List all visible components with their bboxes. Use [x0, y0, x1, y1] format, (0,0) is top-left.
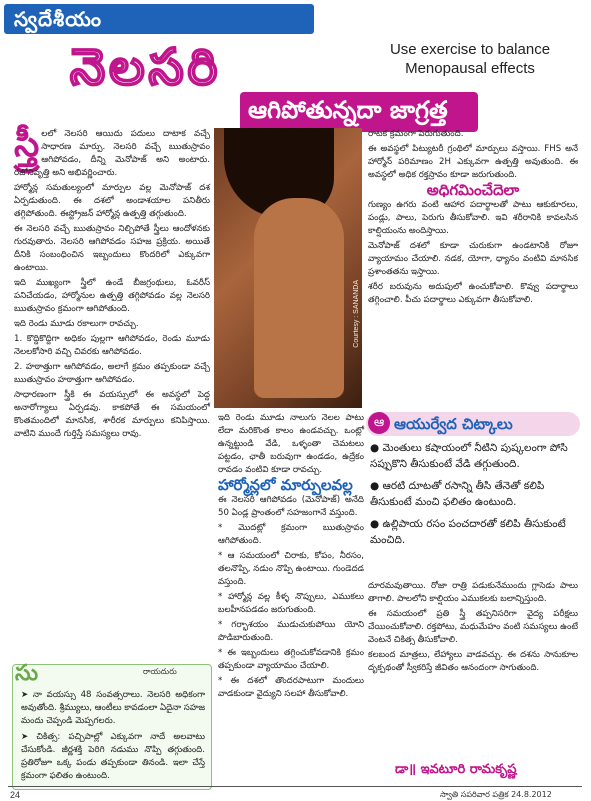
article-column-3: [368, 128, 578, 309]
paragraph: ఇది రెండు మూడు రకాలుగా రావచ్చు.: [14, 319, 139, 329]
article-column-1: [14, 124, 210, 443]
paragraph: శరీర బరువును అదుపులో ఉంచుకోవాలి. కొవ్వు పదార్థాలు తగ్గించాలి. పీచు పదార్థాలు ఎక్కువగా తీసుకోవాలి.: [368, 282, 578, 305]
paragraph: ఈ అవస్థలో పిట్యుటరీ గ్రంథిలో మార్పులు వస్తాయి. FHS అనే హార్మోన్ పరిమాణం 2H ఎక్కువగా ఉత్పత్తి అవుతుంది. ఈ అవస్థలో అధిక రక్తస్రావం కూడా జరుగుతుంది.: [368, 144, 578, 180]
tip-answer: ➤ చికిత్స: పచ్చిపాల్లో ఎక్కువగా నాదే అలవాటు చేసుకోండి. జీర్ణశక్తి పెరిగి నడుము నొప్పి తగ్గుతుంది. ప్రతిరోజూ ఒక్క పండు తప్పకుండా తినండి. ఇలా చేస్తే క్రమంగా ఫలితం ఉంటుంది.: [21, 732, 205, 781]
subheading: హార్మోన్లలో మార్పులవల్ల: [218, 476, 353, 494]
paragraph: మెనోపాజ్ దశలో కూడా చురుకుగా ఉండటానికి రోజూ వ్యాయామం చేయాలి. నడక, యోగా, ధ్యానం వంటివి మానసిక ప్రశాంతతను ఇస్తాయి.: [368, 241, 578, 277]
tip-body: [21, 689, 205, 783]
footer-divider: [8, 786, 582, 787]
english-caption: Use exercise to balance Menopausal effects: [389, 41, 551, 77]
magazine-footer: స్వాతి సపరివార పత్రిక 24.8.2012: [440, 790, 552, 799]
paragraph: ఈ నెలసరి వచ్చే ఋతుస్రావం నిల్చిపోతే స్త్రీలు ఆందోళనకు గురవుతారు. నెలసరి ఆగిపోవడం సహజ ప్రక్రియ. అయితే దీనికి సంబంధించిన ఇబ్బందులు కొందరిలో ఎక్కువగా ఉంటాయి.: [14, 224, 210, 273]
list-item: * ఈ ఇబ్బందులు తగ్గించుకోవడానికి క్రమం తప్పకుండా వ్యాయామం చేయాలి.: [218, 648, 364, 671]
paragraph: గుణ్యం ఉగరు వంటి ఆహార పదార్థాలతో పాటు ఆకుకూరలు, పండ్లు, పాలు, పెరుగు తీసుకోవాలి. ఇవి శరీరానికి కావలసిన కాల్షియంను అందిస్తాయి.: [368, 200, 578, 236]
drop-cap: స్త్రీ: [14, 124, 40, 165]
paragraph: రాటక క్రమంగా పెరుగుతుంది.: [368, 129, 464, 139]
headline-sub: ఆగిపోతున్నదా జాగ్రత్త: [248, 96, 448, 124]
page-number: 24: [10, 790, 21, 800]
paragraph: లలో నెలసరి ఆయిదు పదులు దాటాక వచ్చే సాధారణ మార్పు. నెలసరి వచ్చే ఋతుస్రావం ఆగిపోవడం, దీన్ని మెనోపాజ్ అని అంటారు. రజోనివృత్తి అని అభివర్ణించారు.: [14, 129, 210, 178]
reader-tip-box: [12, 661, 212, 790]
tip-question: ➤ నా వయస్సు 48 సంవత్సరాలు. నెలసరి అధికంగా అవుతోంది. శ్రీమ్యులు, ఆంటీలు కావడంలా ఏదైనా సహజ మందు చెప్పండి మెప్పగలరు.: [21, 690, 205, 726]
photo-body-shape: [254, 198, 344, 398]
subheading: అధిగమించేదెలా: [426, 181, 520, 199]
ayurveda-heading-bar: [366, 412, 580, 436]
list-item: 2. హఠాత్తుగా ఆగిపోవడం, అలాగే క్రమం తప్పకుండా వచ్చే ఋతుస్రావం హఠాత్తుగా ఆగిపోవడం.: [14, 362, 210, 385]
paragraph: ఈ నెలసరి ఆగిపోవడం (మెనోపాజ్) అనేది 50 ఏండ్ల ప్రాంతంలో సహజంగానే వస్తుంది.: [218, 495, 364, 518]
photo-credit: Courtesy : SANANDA: [353, 280, 360, 348]
article-photo: [214, 128, 362, 408]
tip-author: రాయదురు: [143, 667, 177, 676]
article-column-4: [368, 580, 578, 677]
paragraph: సాధారణంగా స్త్రీకి ఈ వయస్సులో ఈ అవస్థలో పెద్ద అనారోగ్యాలు ఏర్పడవు. కాకపోతే ఈ సమయంలో కొంతమందిలో మానసిక, శారీరక మార్పులు కనిపిస్తాయి. వాటిని ముందే గుర్తిస్తే సమస్యలు రావు.: [14, 390, 210, 439]
paragraph: ఇది రెండు మూడు నాలుగు నెలల పాటు లేదా మరికొంత కాలం ఉండవచ్చు. ఒంట్లో ఉన్నట్టుండి వేడి, ఒళ్ళంతా చెమటలు పట్టడం, ఛాతీ బరువుగా ఉండడం, ఉద్రేకం రావడం వంటివి కూడా రావచ్చు.: [218, 413, 364, 475]
list-item: * హార్మోన్ల వల్ల కీళ్ళ నొప్పులు, ఎముకలు బలహీనపడడం జరుగుతుంది.: [218, 592, 364, 615]
tip-item: ● మెంతులు కషాయంలో నీటిని పుష్కలంగా పోసి సప్పుకొని తీసుకుంటే వేడి తగ్గుతుంది.: [370, 442, 568, 470]
list-item: * గర్భాశయం ముడుచుకుపోయి యోని పొడిబారుతుంది.: [218, 620, 364, 643]
section-title: స్వదేశీయం: [14, 7, 102, 31]
list-item: * మొదట్లో క్రమంగా ఋతుస్రావం ఆగిపోతుంది.: [218, 523, 364, 546]
ayurveda-tips: [370, 440, 576, 554]
list-item: * ఈ దశలో తొందరపాటుగా మందులు వాడకుండా వైద్యుని సలహా తీసుకోవాలి.: [218, 676, 364, 699]
paragraph: దూరమవుతాయి. రోజా రాత్రి పడుకునేముందు గ్లాసెడు పాలు తాగాలి. పాలలోని కాల్షియం ఎముకలకు బలాన్నిస్తుంది.: [368, 581, 578, 604]
article-column-2: [218, 412, 364, 703]
paragraph: ఇది ముఖ్యంగా స్త్రీలో ఉండే బీజగ్రంథులు, ఓవరీస్ పనిచేయడం, హార్మోనుల ఉత్పత్తి తగ్గిపోవడం వల్ల నెలసరి ఋతుస్రావం క్రమంగా ఆగిపోతుంది.: [14, 278, 210, 314]
tip-label: సు: [15, 661, 39, 686]
paragraph: హార్మోన్ల సమతుల్యంలో మార్పుల వల్ల మెనోపాజ్ దశ ఏర్పడుతుంది. ఈ దశలో అండాశయాల పనితీరు తగ్గిపోతుంది. ఈస్ట్రోజన్ హార్మోన్ల ఉత్పత్తి తగ్గుతుంది.: [14, 183, 210, 219]
paragraph: ఈ సమయంలో ప్రతి స్త్రీ తప్పనిసరిగా వైద్య పరీక్షలు చేయించుకోవాలి. రక్తపోటు, మధుమేహం వంటి సమస్యలు ఉంటే వెంటనే చికిత్స తీసుకోవాలి.: [368, 609, 578, 645]
tip-item: ● ఉల్లిపాయ రసం పంచదారతో కలిపి తీసుకుంటే మంచిది.: [370, 518, 566, 546]
paragraph: కలబంద మాత్రలు, లేహ్యాలు వాడవచ్చు. ఈ దశను సానుకూల దృక్పథంతో స్వీకరిస్తే జీవితం ఆనందంగా సాగుతుంది.: [368, 650, 578, 673]
tip-item: ● ఆరటి దూటతో రసాన్ని తీసి తేనెతో కలిపి తీసుకుంటే మంచి ఫలితం ఉంటుంది.: [370, 480, 545, 508]
article-author: డా॥ ఇవటూరి రామకృష్ణ: [395, 762, 517, 777]
ayurveda-heading: ఆయుర్వేద చిట్కాలు: [394, 415, 513, 433]
headline-main: నెలసరి: [70, 38, 222, 96]
list-item: * ఆ సమయంలో చిరాకు, కోపం, నీరసం, తలనొప్పి, నడుం నొప్పి ఉంటాయి. గుండెదడ వస్తుంది.: [218, 551, 364, 587]
section-banner: [4, 4, 314, 34]
headline-sub-banner: [240, 92, 478, 132]
list-item: 1. కొద్దికొద్దిగా అధికం పుల్లగా ఆగిపోవడం, రెండు మూడు నెలలకోసారి వచ్చి చివరకు ఆగిపోవడం.: [14, 334, 210, 357]
ayurveda-icon: ఆ: [368, 412, 390, 434]
